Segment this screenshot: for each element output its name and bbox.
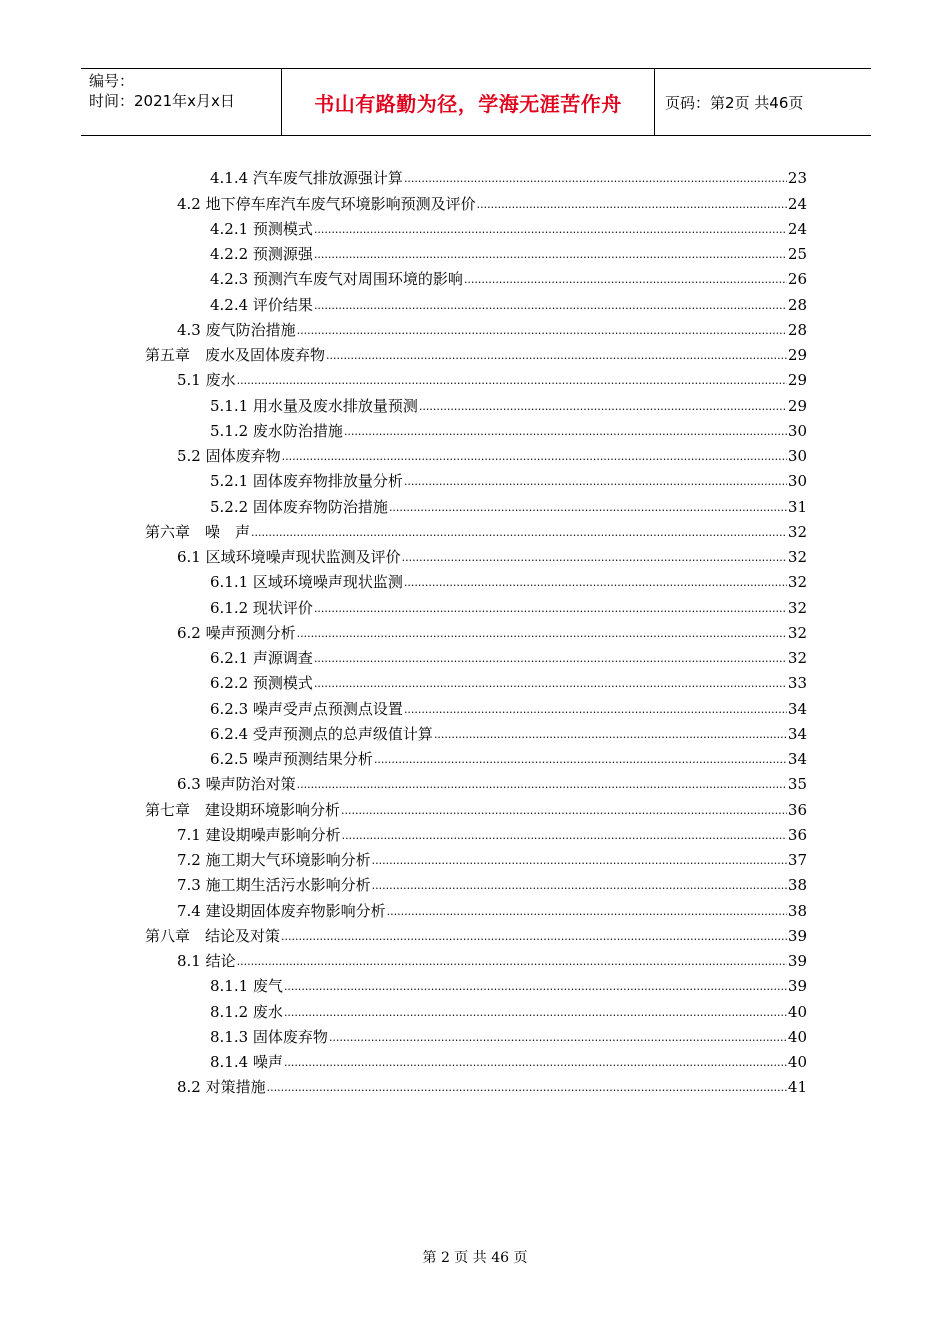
toc-entry-page-number: 41 bbox=[787, 1078, 807, 1097]
toc-dot-leader bbox=[284, 978, 787, 996]
toc-entry-page-number: 36 bbox=[787, 825, 807, 844]
toc-entry-title: 5.2 固体废弃物 bbox=[177, 447, 281, 465]
toc-dot-leader bbox=[402, 549, 787, 567]
header-meta bbox=[81, 69, 282, 135]
toc-entry[interactable] bbox=[145, 441, 807, 466]
toc-entry-page-number: 32 bbox=[787, 573, 807, 592]
toc-entry-title: 7.4 建设期固体废弃物影响分析 bbox=[177, 901, 386, 920]
toc-entry-page-number: 39 bbox=[787, 926, 807, 945]
toc-dot-leader bbox=[284, 1004, 787, 1022]
toc-dot-leader bbox=[326, 347, 787, 365]
toc-entry[interactable] bbox=[145, 163, 807, 188]
toc-dot-leader bbox=[314, 246, 787, 264]
toc-entry-title: 8.1.2 废水 bbox=[210, 1002, 283, 1021]
toc-dot-leader bbox=[267, 1079, 787, 1097]
toc-entry-title: 5.2.2 固体废弃物防治措施 bbox=[210, 497, 388, 516]
toc-dot-leader bbox=[314, 297, 787, 315]
toc-entry-page-number: 30 bbox=[787, 472, 807, 491]
toc-entry[interactable] bbox=[145, 188, 807, 213]
toc-entry[interactable] bbox=[145, 214, 807, 239]
toc-dot-leader bbox=[374, 751, 787, 769]
toc-entry-title: 6.2.1 声源调查 bbox=[210, 649, 313, 667]
header-page-info: 页码：第2页 共46页 bbox=[665, 93, 804, 112]
toc-dot-leader bbox=[419, 398, 787, 416]
toc-entry-title: 8.1.1 废气 bbox=[210, 977, 283, 996]
toc-entry-title: 6.2.3 噪声受声点预测点设置 bbox=[210, 699, 403, 718]
toc-dot-leader bbox=[344, 423, 787, 441]
toc-entry-page-number: 28 bbox=[787, 295, 807, 314]
toc-entry-page-number: 33 bbox=[787, 674, 807, 693]
toc-entry[interactable] bbox=[145, 289, 807, 314]
toc-dot-leader bbox=[389, 499, 787, 517]
toc-entry-page-number: 32 bbox=[787, 548, 807, 566]
toc-dot-leader bbox=[297, 625, 787, 643]
toc-entry-title: 7.1 建设期噪声影响分析 bbox=[177, 825, 341, 844]
toc-dot-leader bbox=[404, 574, 787, 592]
toc-dot-leader bbox=[329, 1029, 787, 1047]
document-number-label: 编号： bbox=[89, 72, 135, 90]
toc-entry-title: 7.3 施工期生活污水影响分析 bbox=[177, 876, 371, 895]
toc-dot-leader bbox=[387, 903, 787, 921]
toc-entry-title: 6.2 噪声预测分析 bbox=[177, 623, 296, 642]
toc-dot-leader bbox=[281, 928, 787, 946]
toc-entry-title: 第七章 建设期环境影响分析 bbox=[145, 800, 341, 819]
toc-entry-title: 第五章 废水及固体废弃物 bbox=[145, 346, 326, 364]
toc-entry[interactable] bbox=[145, 744, 807, 769]
toc-entry[interactable] bbox=[145, 643, 807, 668]
toc-entry-page-number: 30 bbox=[787, 421, 807, 440]
toc-dot-leader bbox=[314, 600, 787, 618]
toc-entry-page-number: 34 bbox=[787, 750, 807, 768]
toc-entry-page-number: 29 bbox=[787, 396, 807, 415]
toc-entry-page-number: 24 bbox=[787, 194, 807, 213]
toc-entry[interactable] bbox=[145, 315, 807, 340]
toc-entry[interactable] bbox=[145, 1022, 807, 1047]
toc-entry[interactable] bbox=[145, 1072, 807, 1097]
toc-entry-page-number: 30 bbox=[787, 447, 807, 465]
toc-entry-title: 5.1.1 用水量及废水排放量预测 bbox=[210, 396, 418, 415]
toc-entry[interactable] bbox=[145, 390, 807, 415]
toc-entry-title: 8.1.3 固体废弃物 bbox=[210, 1027, 328, 1046]
toc-entry-title: 4.2.4 评价结果 bbox=[210, 295, 313, 314]
toc-entry[interactable] bbox=[145, 592, 807, 617]
toc-entry-page-number: 38 bbox=[787, 876, 807, 895]
toc-entry-title: 6.3 噪声防治对策 bbox=[177, 775, 296, 794]
toc-entry[interactable] bbox=[145, 996, 807, 1021]
table-of-contents bbox=[145, 163, 807, 1097]
toc-entry[interactable] bbox=[145, 491, 807, 516]
toc-entry-title: 4.2.3 预测汽车废气对周围环境的影响 bbox=[210, 270, 463, 289]
toc-entry-title: 6.2.4 受声预测点的总声级值计算 bbox=[210, 724, 433, 743]
toc-entry-title: 6.1 区域环境噪声现状监测及评价 bbox=[177, 548, 401, 566]
toc-entry-page-number: 36 bbox=[787, 800, 807, 819]
toc-entry-page-number: 34 bbox=[787, 699, 807, 718]
toc-entry-title: 4.1.4 汽车废气排放源强计算 bbox=[210, 169, 403, 188]
toc-dot-leader bbox=[404, 701, 787, 719]
toc-entry[interactable] bbox=[145, 264, 807, 289]
toc-dot-leader bbox=[342, 827, 787, 845]
toc-entry-title: 5.1 废水 bbox=[177, 371, 236, 390]
toc-entry-title: 4.2 地下停车库汽车废气环境影响预测及评价 bbox=[177, 194, 476, 213]
toc-entry-page-number: 32 bbox=[787, 598, 807, 617]
toc-entry-title: 6.2.2 预测模式 bbox=[210, 674, 313, 693]
toc-entry-page-number: 25 bbox=[787, 245, 807, 263]
toc-entry[interactable] bbox=[145, 693, 807, 718]
toc-dot-leader bbox=[282, 448, 787, 466]
page-header bbox=[81, 68, 871, 136]
toc-entry-page-number: 32 bbox=[787, 649, 807, 667]
toc-entry-page-number: 29 bbox=[787, 371, 807, 390]
toc-dot-leader bbox=[372, 852, 787, 870]
toc-entry[interactable] bbox=[145, 567, 807, 592]
toc-dot-leader bbox=[251, 524, 787, 542]
toc-dot-leader bbox=[297, 322, 787, 340]
toc-dot-leader bbox=[341, 802, 787, 820]
toc-dot-leader bbox=[404, 473, 787, 491]
toc-dot-leader bbox=[464, 271, 787, 289]
toc-dot-leader bbox=[237, 953, 787, 971]
toc-dot-leader bbox=[297, 776, 787, 794]
toc-dot-leader bbox=[477, 196, 787, 214]
toc-entry-title: 8.1.4 噪声 bbox=[210, 1053, 283, 1071]
toc-entry-page-number: 40 bbox=[787, 1053, 807, 1071]
toc-entry[interactable] bbox=[145, 820, 807, 845]
toc-entry-page-number: 32 bbox=[787, 522, 807, 541]
toc-entry[interactable] bbox=[145, 340, 807, 365]
toc-entry-page-number: 40 bbox=[787, 1002, 807, 1021]
toc-entry-page-number: 34 bbox=[787, 724, 807, 743]
toc-entry-title: 6.1.1 区域环境噪声现状监测 bbox=[210, 573, 403, 592]
toc-entry-page-number: 39 bbox=[787, 977, 807, 996]
header-motto: 书山有路勤为径，学海无涯苦作舟 bbox=[282, 69, 655, 135]
toc-entry-page-number: 31 bbox=[787, 497, 807, 516]
page-footer: 第 2 页 共 46 页 bbox=[422, 1250, 528, 1266]
toc-entry[interactable] bbox=[145, 1047, 807, 1072]
toc-dot-leader bbox=[284, 1054, 787, 1072]
toc-entry-page-number: 24 bbox=[787, 219, 807, 238]
toc-entry-page-number: 35 bbox=[787, 775, 807, 794]
toc-entry[interactable] bbox=[145, 668, 807, 693]
toc-entry-title: 4.3 废气防治措施 bbox=[177, 320, 296, 339]
toc-dot-leader bbox=[404, 170, 787, 188]
toc-entry-title: 6.1.2 现状评价 bbox=[210, 598, 313, 617]
toc-entry-title: 4.2.1 预测模式 bbox=[210, 219, 313, 238]
toc-entry[interactable] bbox=[145, 870, 807, 895]
toc-entry[interactable] bbox=[145, 794, 807, 819]
toc-entry[interactable] bbox=[145, 517, 807, 542]
toc-entry[interactable] bbox=[145, 921, 807, 946]
toc-entry-title: 5.1.2 废水防治措施 bbox=[210, 421, 343, 440]
toc-dot-leader bbox=[314, 675, 787, 693]
toc-entry-title: 8.1 结论 bbox=[177, 952, 236, 970]
toc-entry-title: 8.2 对策措施 bbox=[177, 1078, 266, 1097]
toc-dot-leader bbox=[237, 372, 787, 390]
toc-entry[interactable] bbox=[145, 416, 807, 441]
toc-entry[interactable] bbox=[145, 466, 807, 491]
toc-dot-leader bbox=[434, 726, 787, 744]
toc-dot-leader bbox=[314, 221, 787, 239]
toc-entry-page-number: 40 bbox=[787, 1027, 807, 1046]
toc-entry[interactable] bbox=[145, 618, 807, 643]
toc-dot-leader bbox=[314, 650, 787, 668]
toc-entry-title: 4.2.2 预测源强 bbox=[210, 245, 313, 263]
toc-entry[interactable] bbox=[145, 542, 807, 567]
toc-entry[interactable] bbox=[145, 895, 807, 920]
toc-entry[interactable] bbox=[145, 365, 807, 390]
toc-entry[interactable] bbox=[145, 239, 807, 264]
toc-entry[interactable] bbox=[145, 845, 807, 870]
toc-entry-title: 第八章 结论及对策 bbox=[145, 926, 281, 945]
toc-entry-page-number: 26 bbox=[787, 270, 807, 289]
toc-entry-page-number: 29 bbox=[787, 346, 807, 364]
toc-dot-leader bbox=[372, 877, 787, 895]
toc-entry-page-number: 37 bbox=[787, 851, 807, 869]
toc-entry-page-number: 38 bbox=[787, 901, 807, 920]
toc-entry[interactable] bbox=[145, 719, 807, 744]
toc-entry-title: 6.2.5 噪声预测结果分析 bbox=[210, 750, 373, 768]
toc-entry-page-number: 32 bbox=[787, 623, 807, 642]
toc-entry-page-number: 23 bbox=[787, 169, 807, 188]
toc-entry-title: 第六章 噪 声 bbox=[145, 522, 251, 541]
toc-entry-title: 5.2.1 固体废弃物排放量分析 bbox=[210, 472, 403, 491]
toc-entry[interactable] bbox=[145, 971, 807, 996]
toc-entry[interactable] bbox=[145, 946, 807, 971]
toc-entry-page-number: 39 bbox=[787, 952, 807, 970]
document-time-label: 时间：2021年x月x日 bbox=[89, 92, 235, 110]
toc-entry[interactable] bbox=[145, 769, 807, 794]
toc-entry-title: 7.2 施工期大气环境影响分析 bbox=[177, 851, 371, 869]
toc-entry-page-number: 28 bbox=[787, 320, 807, 339]
